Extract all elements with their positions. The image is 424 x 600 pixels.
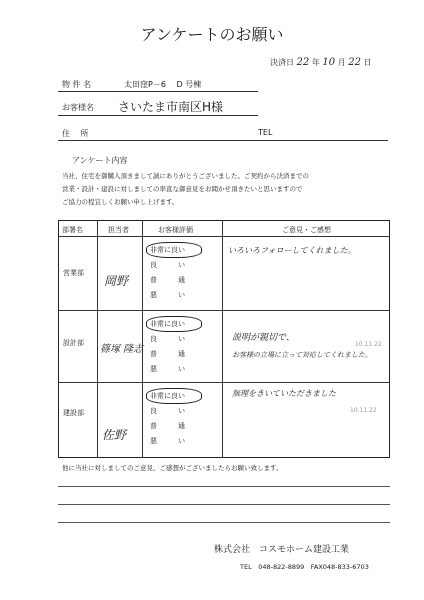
header-rating: お客様評価 (158, 226, 193, 234)
rating-option-good: 良 い (150, 407, 185, 415)
comment-construction: 無理をきいていただきました (232, 389, 336, 398)
comment-line (58, 504, 390, 505)
date-prefix: 決済日 (270, 58, 294, 67)
rating-option-excellent: 非常に良い (150, 392, 185, 400)
tel-label: TEL (258, 128, 273, 137)
rating-option-poor: 悪 い (150, 437, 185, 445)
survey-intro-line-3: ご協力の程宜しくお願い申し上げます。 (62, 198, 179, 206)
dept-construction: 建設部 (63, 409, 84, 417)
survey-intro-line-2: 営業・設計・建設に対しましての率直な御意見をお聞かせ頂きたいと思いますので (62, 185, 303, 193)
staff-sales: 岡野 (104, 274, 129, 288)
date-day: 22 (348, 57, 361, 68)
table-col-divider (142, 220, 143, 458)
table-col-divider (222, 220, 223, 458)
settlement-date (270, 57, 371, 68)
survey-heading: アンケート内容 (72, 156, 128, 165)
rating-option-excellent: 非常に良い (150, 320, 185, 328)
company-name: 株式会社 コスモホーム建設工業 (214, 545, 350, 555)
table-row-divider (58, 382, 390, 383)
table-row-divider (58, 236, 390, 237)
date-month: 10 (322, 57, 336, 68)
header-comment: ご意見・ご感想 (282, 226, 331, 234)
comment-line (58, 486, 390, 487)
customer-label: お客様名 (62, 103, 94, 112)
received-stamp: 10.11.22 (350, 407, 377, 414)
table-col-divider (97, 220, 98, 458)
property-underline (58, 91, 258, 92)
rating-option-fair: 普 通 (150, 350, 185, 358)
property-label: 物 件 名 (62, 80, 92, 89)
rating-option-good: 良 い (150, 335, 185, 343)
comment-design-line-1: 説明が親切で、 (232, 333, 295, 343)
rating-option-fair: 普 通 (150, 422, 185, 430)
survey-intro-line-1: 当社、住宅を御購入頂きまして誠にありがとうございました。ご契約から決済までの (62, 172, 309, 180)
dept-design: 設計部 (63, 339, 84, 347)
table-row-divider (58, 310, 390, 311)
address-label: 住 所 (62, 129, 89, 138)
staff-design: 篠塚 隆志 (100, 344, 144, 355)
date-year-unit: 年 (311, 58, 320, 67)
rating-option-fair: 普 通 (150, 276, 185, 284)
date-day-unit: 日 (363, 58, 372, 67)
comment-design-line-2: お客様の立場に立って対応してくれました。 (232, 351, 372, 359)
company-contact: TEL 048-822-8899 FAX048-833-6703 (240, 563, 369, 571)
rating-option-good: 良 い (150, 261, 185, 269)
property-value: 太田窪P－6 D 号棟 (124, 80, 202, 89)
header-staff: 担当者 (108, 226, 129, 234)
customer-value: さいたま市南区H様 (118, 100, 224, 114)
rating-option-poor: 悪 い (150, 365, 185, 373)
date-month-unit: 月 (337, 58, 346, 67)
rating-option-excellent: 非常に良い (150, 246, 185, 254)
dept-sales: 営業部 (63, 269, 84, 277)
page-title: アンケートのお願い (140, 25, 284, 44)
received-stamp: 10.11.22 (355, 341, 382, 348)
date-year: 22 (296, 57, 310, 68)
comment-line (58, 522, 390, 523)
rating-option-poor: 悪 い (150, 291, 185, 299)
header-dept: 部署名 (62, 226, 83, 234)
staff-construction: 佐野 (102, 428, 127, 442)
comment-sales: いろいろフォローしてくれました。 (228, 246, 356, 255)
customer-underline (58, 115, 258, 116)
address-underline (58, 140, 388, 141)
other-comments-prompt: 他に当社に対しましてのご意見、ご感想がございましたらお願い致します。 (62, 464, 283, 472)
